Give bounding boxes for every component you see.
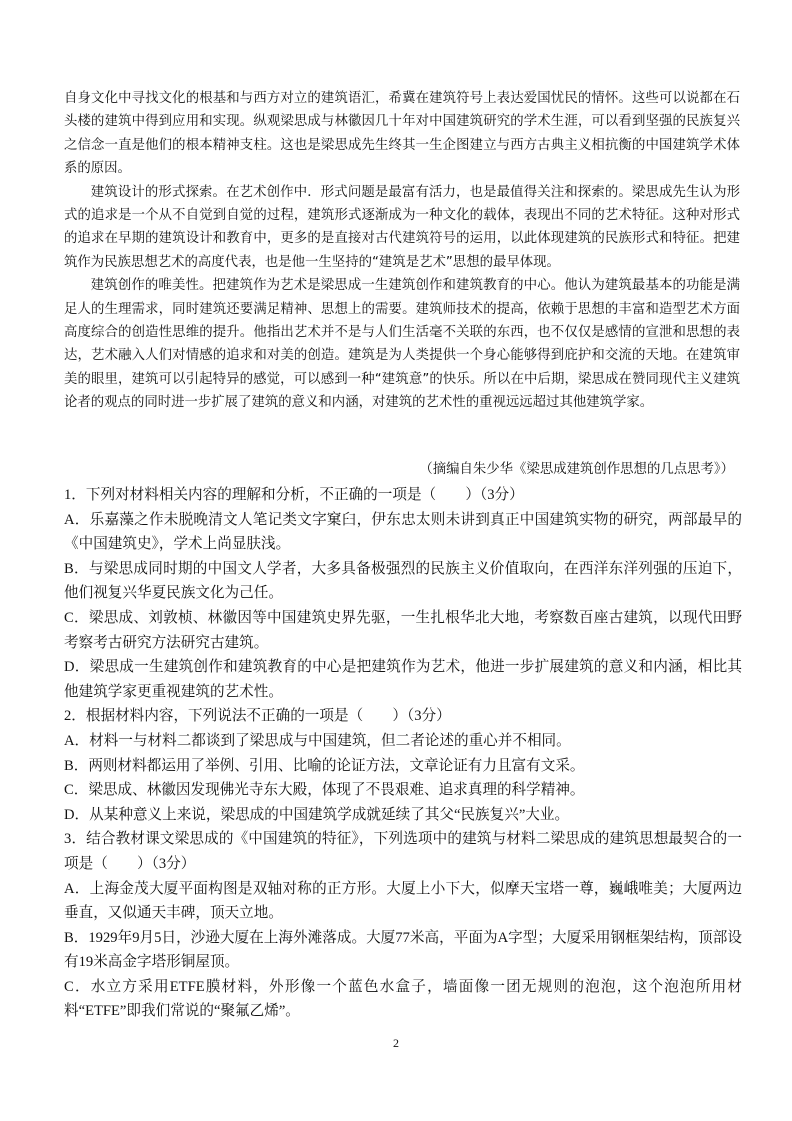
answer-option: A．上海金茂大厦平面构图是双轴对称的正方形。大厦上小下大，似摩天宝塔一尊，巍峨唯美；大厦两边垂直，又似通天丰碑，顶天立地。 (64, 880, 742, 922)
source-citation: （摘编自朱少华《梁思成建筑创作思想的几点思考》） (419, 462, 734, 477)
question-stem: 2．根据材料内容，下列说法不正确的一项是（ ）（3分） (64, 708, 451, 725)
answer-option: C．水立方采用ETFE膜材料，外形像一个蓝色水盒子，墙面像一团无规则的泡泡，这个泡泡所用材料“ETFE”即我们常说的“聚氟乙烯”。 (64, 978, 742, 1020)
question-stem: 3．结合教材课文梁思成的《中国建筑的特征》，下列选项中的建筑与材料二梁思成的建筑思想最契合的一项是（ ）（3分） (64, 831, 742, 872)
answer-option: B．与梁思成同时期的中国文人学者，大多具备极强烈的民族主义价值取向，在西洋东洋列强的压迫下，他们视复兴华夏民族文化为己任。 (64, 560, 742, 602)
passage-paragraph: 建筑设计的形式探索。在艺术创作中．形式问题是最富有活力，也是最值得关注和探索的。梁思成先生认为形式的追求是一个从不自觉到自觉的过程，建筑形式逐渐成为一种文化的载体，表现出不同的艺术特征。这种对形式的追求在早期的建筑设计和教育中，更多的是直接对古代建筑符号的运用，以此体现建筑的民族形式和特征。把建筑作为民族思想艺术的高度代表，也是他一生坚持的“建筑是艺术”思想的最早体现。 (64, 184, 740, 270)
passage-paragraph: 自身文化中寻找文化的根基和与西方对立的建筑语汇，希冀在建筑符号上表达爱国忧民的情怀。这些可以说都在石头楼的建筑中得到应用和实现。纵观梁思成与林徽因几十年对中国建筑研究的学术生涯，可以看到坚强的民族复兴之信念一直是他们的根本精神支柱。这也是梁思成先生终其一生企图建立与西方古典主义相抗衡的中国建筑学术体系的原因。 (64, 91, 740, 177)
answer-option: B．1929年9月5日，沙逊大厦在上海外滩落成。大厦77米高，平面为A字型；大厦采用钢框架结构，顶部设有19米高金字塔形铜屋顶。 (64, 929, 742, 971)
answer-option: D．从某种意义上来说，梁思成的中国建筑学成就延续了其父“民族复兴”大业。 (64, 806, 570, 823)
reading-passage (64, 87, 740, 415)
answer-option: C．梁思成、林徽因发现佛光寺东大殿，体现了不畏艰难、追求真理的科学精神。 (64, 782, 585, 799)
passage-paragraph: 建筑创作的唯美性。把建筑作为艺术是梁思成一生建筑创作和建筑教育的中心。他认为建筑最基本的功能是满足人的生理需求，同时建筑还要满足精神、思想上的需要。建筑师技术的提高，依赖于思想的丰富和造型艺术方面高度综合的创造性思维的提升。他指出艺术并不是与人们生活毫不关联的东西，也不仅仅是感情的宣泄和思想的表达，艺术融入人们对情感的追求和对美的创造。建筑是为人类提供一个身心能够得到庇护和交流的天地。在建筑审美的眼里，建筑可以引起特异的感觉，可以感到一种“建筑意”的快乐。所以在中后期，梁思成在赞同现代主义建筑论者的观点的同时进一步扩展了建筑的意义和内涵，对建筑的艺术性的重视远远超过其他建筑学家。 (64, 278, 740, 411)
answer-option: C．梁思成、刘敦桢、林徽因等中国建筑史界先驱，一生扎根华北大地，考察数百座古建筑，以现代田野考察考古研究方法研究古建筑。 (64, 609, 742, 651)
answer-option: A．材料一与材料二都谈到了梁思成与中国建筑，但二者论述的重心并不相同。 (64, 732, 571, 749)
question-section (64, 483, 742, 1024)
question-stem: 1．下列对材料相关内容的理解和分析，不正确的一项是（ ）（3分） (64, 487, 524, 503)
page-number: 2 (393, 1036, 399, 1050)
answer-option: A．乐嘉藻之作未脱晚清文人笔记类文字窠臼，伊东忠太则未讲到真正中国建筑实物的研究，两部最早的《中国建筑史》，学术上尚显肤浅。 (64, 511, 742, 553)
answer-option: B．两则材料都运用了举例、引用、比喻的论证方法，文章论证有力且富有文采。 (64, 757, 585, 774)
answer-option: D．梁思成一生建筑创作和建筑教育的中心是把建筑作为艺术，他进一步扩展建筑的意义和内涵，相比其他建筑学家更重视建筑的艺术性。 (64, 659, 742, 700)
